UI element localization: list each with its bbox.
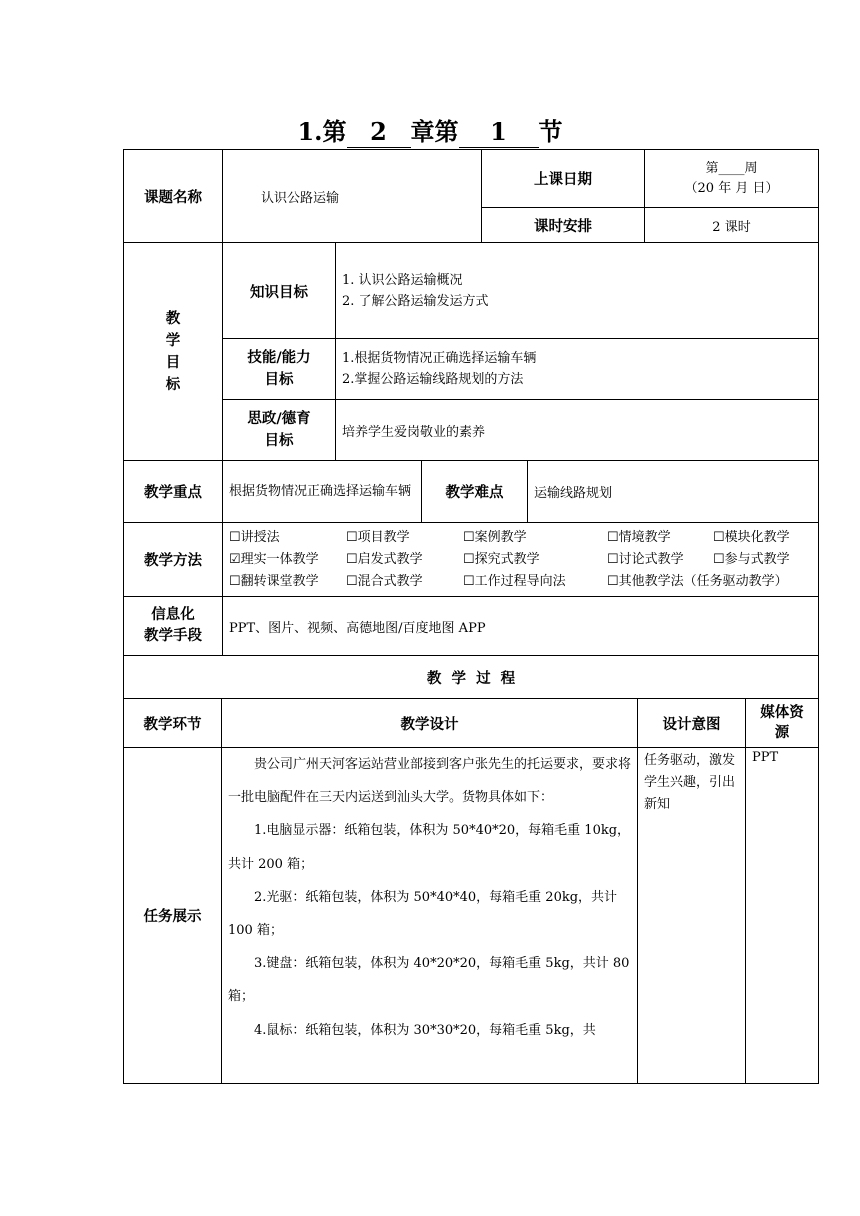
method-option[interactable]: ☐项目教学 [346,530,410,545]
methods-list [223,523,819,597]
method-option[interactable]: ☐参与式教学 [713,552,790,567]
topic-value: 认识公路运输 [223,150,482,243]
methods-label: 教学方法 [124,523,223,597]
title-prefix: 1.第 [297,117,347,146]
task-paragraph: 2.光驱：纸箱包装，体积为 50*40*40，每箱毛重 20kg，共计 100 箱； [228,889,618,939]
hours-value: 2 课时 [645,208,819,243]
design-col-header: 教学设计 [222,699,638,748]
task-paragraph: 1.电脑显示器：纸箱包装，体积为 50*40*20，每箱毛重 10kg，共计 200 箱； [228,823,631,872]
checkbox-icon: ☐ [607,574,619,589]
method-option[interactable]: ☐情境教学 [607,530,671,545]
method-option[interactable]: ☐混合式教学 [346,574,423,589]
design-content [222,748,638,1084]
goals-main-label: 教 学 目 标 [124,243,223,461]
date-value [645,150,819,208]
checkbox-icon: ☐ [463,530,475,545]
method-option[interactable]: ☐启发式教学 [346,552,423,567]
method-option[interactable]: ☐讨论式教学 [607,552,684,567]
media-value: PPT、图片、视频、高德地图/百度地图 APP [223,597,819,656]
skill-label: 技能/能力 目标 [223,339,336,400]
process-table [123,655,819,1084]
method-option[interactable]: ☐翻转课堂教学 [229,574,319,589]
method-option[interactable]: ☐讲授法 [229,530,280,545]
task-paragraph: 4.鼠标：纸箱包装，体积为 30*30*20，每箱毛重 5kg，共 [254,1022,596,1038]
task-paragraph: 贵公司广州天河客运站营业部接到客户张先生的托运要求，要求将一批电脑配件在三天内运送到汕头大学。货物具体如下： [228,757,632,806]
checkbox-icon: ☐ [607,530,619,545]
method-option[interactable]: ☐探究式教学 [463,552,540,567]
method-table [123,460,819,656]
hours-label: 课时安排 [482,208,645,243]
design-intent: 任务驱动，激发学生兴趣，引出新知 [638,748,746,1084]
chapter-number: 2 [347,117,411,148]
checkbox-icon: ☐ [229,574,241,589]
method-option[interactable]: ☐案例教学 [463,530,527,545]
checkbox-icon: ☐ [713,530,725,545]
media-label: 信息化 教学手段 [124,597,223,656]
moral-label: 思政/德育 目标 [223,400,336,461]
difficulty-value: 运输线路规划 [528,461,819,523]
knowledge-item: 2. 了解公路运输发运方式 [342,294,489,309]
date-week: 第____周 [705,160,758,176]
task-paragraph: 3.键盘：纸箱包装，体积为 40*20*20，每箱毛重 5kg，共计 80 箱； [228,956,630,1005]
stage-name: 任务展示 [124,748,222,1084]
date-day: （20 年 月 日） [684,180,779,196]
method-option[interactable]: ☐模块化教学 [713,530,790,545]
checkbox-icon: ☐ [346,530,358,545]
checkbox-icon: ☐ [463,552,475,567]
checkbox-icon: ☐ [463,574,475,589]
checked-box-icon: ☑ [229,552,241,567]
method-option[interactable]: ☐工作过程导向法 [463,574,566,589]
page-title [0,112,860,148]
knowledge-item: 1. 认识公路运输概况 [342,273,463,288]
skill-item: 1.根据货物情况正确选择运输车辆 [342,351,537,366]
knowledge-label: 知识目标 [223,243,336,339]
moral-value: 培养学生爱岗敬业的素养 [336,400,819,461]
method-option[interactable]: ☐其他教学法（任务驱动教学） [607,574,788,589]
difficulty-label: 教学难点 [422,461,528,523]
course-info-table [123,149,819,243]
title-suffix: 节 [538,117,563,146]
skill-items [336,339,819,400]
media-resource: PPT [746,748,819,1084]
section-number: 1 [459,117,539,148]
checkbox-icon: ☐ [346,552,358,567]
stage-col-header: 教学环节 [124,699,222,748]
intent-col-header: 设计意图 [638,699,746,748]
title-middle: 章第 [410,117,459,146]
key-point-value: 根据货物情况正确选择运输车辆 [223,461,422,523]
date-label: 上课日期 [482,150,645,208]
checkbox-icon: ☐ [713,552,725,567]
method-option[interactable]: ☑理实一体教学 [229,552,319,567]
checkbox-icon: ☐ [229,530,241,545]
skill-item: 2.掌握公路运输线路规划的方法 [342,372,524,387]
goals-table [123,242,819,461]
checkbox-icon: ☐ [346,574,358,589]
topic-label: 课题名称 [124,150,223,243]
checkbox-icon: ☐ [607,552,619,567]
key-point-label: 教学重点 [124,461,223,523]
resource-col-header: 媒体资 源 [746,699,819,748]
knowledge-items [336,243,819,339]
process-title: 教 学 过 程 [124,656,819,699]
